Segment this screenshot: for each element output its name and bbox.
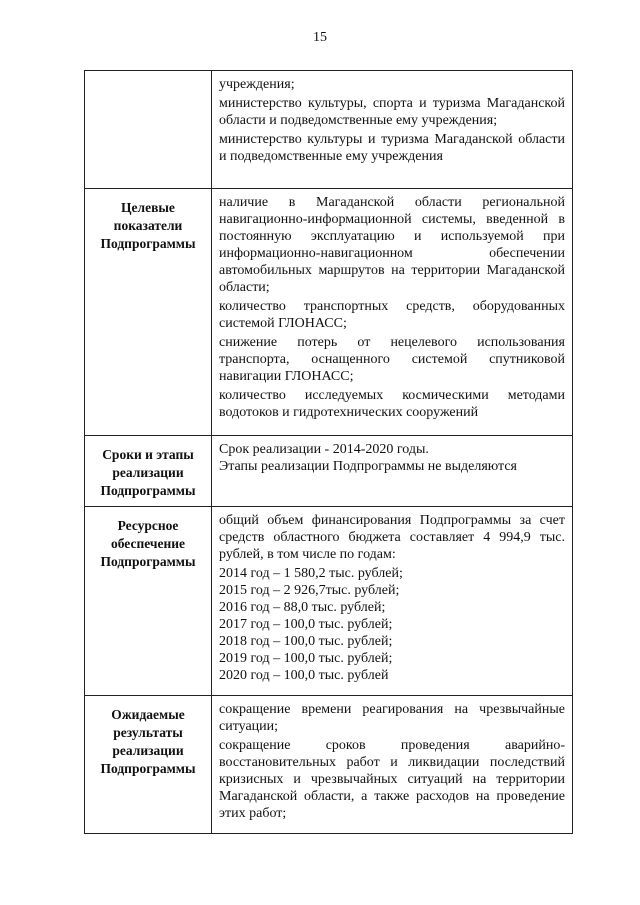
row-label-empty <box>85 71 212 189</box>
funding-year-line: 2020 год – 100,0 тыс. рублей <box>219 668 389 683</box>
content-paragraph: снижение потерь от нецелевого использования транспорта, оснащенного системой спутниковой навигации ГЛОНАСС; <box>219 335 565 384</box>
row-label-line: Подпрограммы <box>100 761 196 776</box>
funding-year-line: 2019 год – 100,0 тыс. рублей; <box>219 651 393 666</box>
row-label <box>85 189 212 436</box>
page-number: 15 <box>313 30 327 45</box>
row-content <box>212 436 573 507</box>
content-line: Срок реализации - 2014-2020 годы. <box>219 442 429 457</box>
funding-year-line: 2017 год – 100,0 тыс. рублей; <box>219 617 393 632</box>
row-label <box>85 507 212 696</box>
row-label-line: реализации <box>112 465 184 480</box>
table-row-responsible-executors <box>85 71 573 189</box>
row-content <box>212 696 573 834</box>
row-content <box>212 507 573 696</box>
table-row-resource-provision <box>85 507 573 696</box>
content-paragraph: количество транспортных средств, оборудованных системой ГЛОНАСС; <box>219 299 565 331</box>
funding-year-line: 2014 год – 1 580,2 тыс. рублей; <box>219 566 403 581</box>
row-label-line: Подпрограммы <box>100 236 196 251</box>
row-content <box>212 71 573 189</box>
content-paragraph: министерство культуры, спорта и туризма Магаданской области и подведомственные ему учреждения; <box>219 96 565 128</box>
row-label-line: результаты <box>113 725 183 740</box>
row-label <box>85 436 212 507</box>
content-paragraph: сокращение времени реагирования на чрезвычайные ситуации; <box>219 702 565 734</box>
content-line: Этапы реализации Подпрограммы не выделяются <box>219 459 517 474</box>
row-label-line: реализации <box>112 743 184 758</box>
row-label-line: Подпрограммы <box>100 483 196 498</box>
row-label-line: показатели <box>113 218 183 233</box>
table-row-expected-results <box>85 696 573 834</box>
content-paragraph: наличие в Магаданской области региональной навигационно-информационной системы, введенной в постоянную эксплуатацию и используемой при информационно-навигационном обеспечении автомобильных маршрутов на территории Магаданской области; <box>219 195 565 295</box>
content-paragraph: количество исследуемых космическими методами водотоков и гидротехнических сооружений <box>219 388 565 420</box>
row-content <box>212 189 573 436</box>
row-label-line: обеспечение <box>110 536 186 551</box>
content-paragraph: общий объем финансирования Подпрограммы за счет средств областного бюджета составляет 4 994,9 тыс. рублей, в том числе по годам: <box>219 513 565 562</box>
content-paragraph: министерство культуры и туризма Магаданской области и подведомственные ему учреждения <box>219 132 565 164</box>
table-row-terms-stages <box>85 436 573 507</box>
row-label-line: Ожидаемые <box>111 707 185 722</box>
row-label-line: Подпрограммы <box>100 554 196 569</box>
row-label-line: Сроки и этапы <box>102 447 194 462</box>
table-row-target-indicators <box>85 189 573 436</box>
row-label <box>85 696 212 834</box>
funding-year-line: 2015 год – 2 926,7тыс. рублей; <box>219 583 400 598</box>
row-label-line: Целевые <box>121 200 175 215</box>
content-paragraph: сокращение сроков проведения аварийно-восстановительных работ и ликвидации последствий кризисных и чрезвычайных ситуаций на территории Магаданской области, а также расходов на проведение этих работ; <box>219 738 565 821</box>
content-paragraph: учреждения; <box>219 77 295 92</box>
funding-year-line: 2018 год – 100,0 тыс. рублей; <box>219 634 393 649</box>
subprogram-passport-table <box>84 70 573 834</box>
funding-year-line: 2016 год – 88,0 тыс. рублей; <box>219 600 386 615</box>
row-label-line: Ресурсное <box>117 518 179 533</box>
